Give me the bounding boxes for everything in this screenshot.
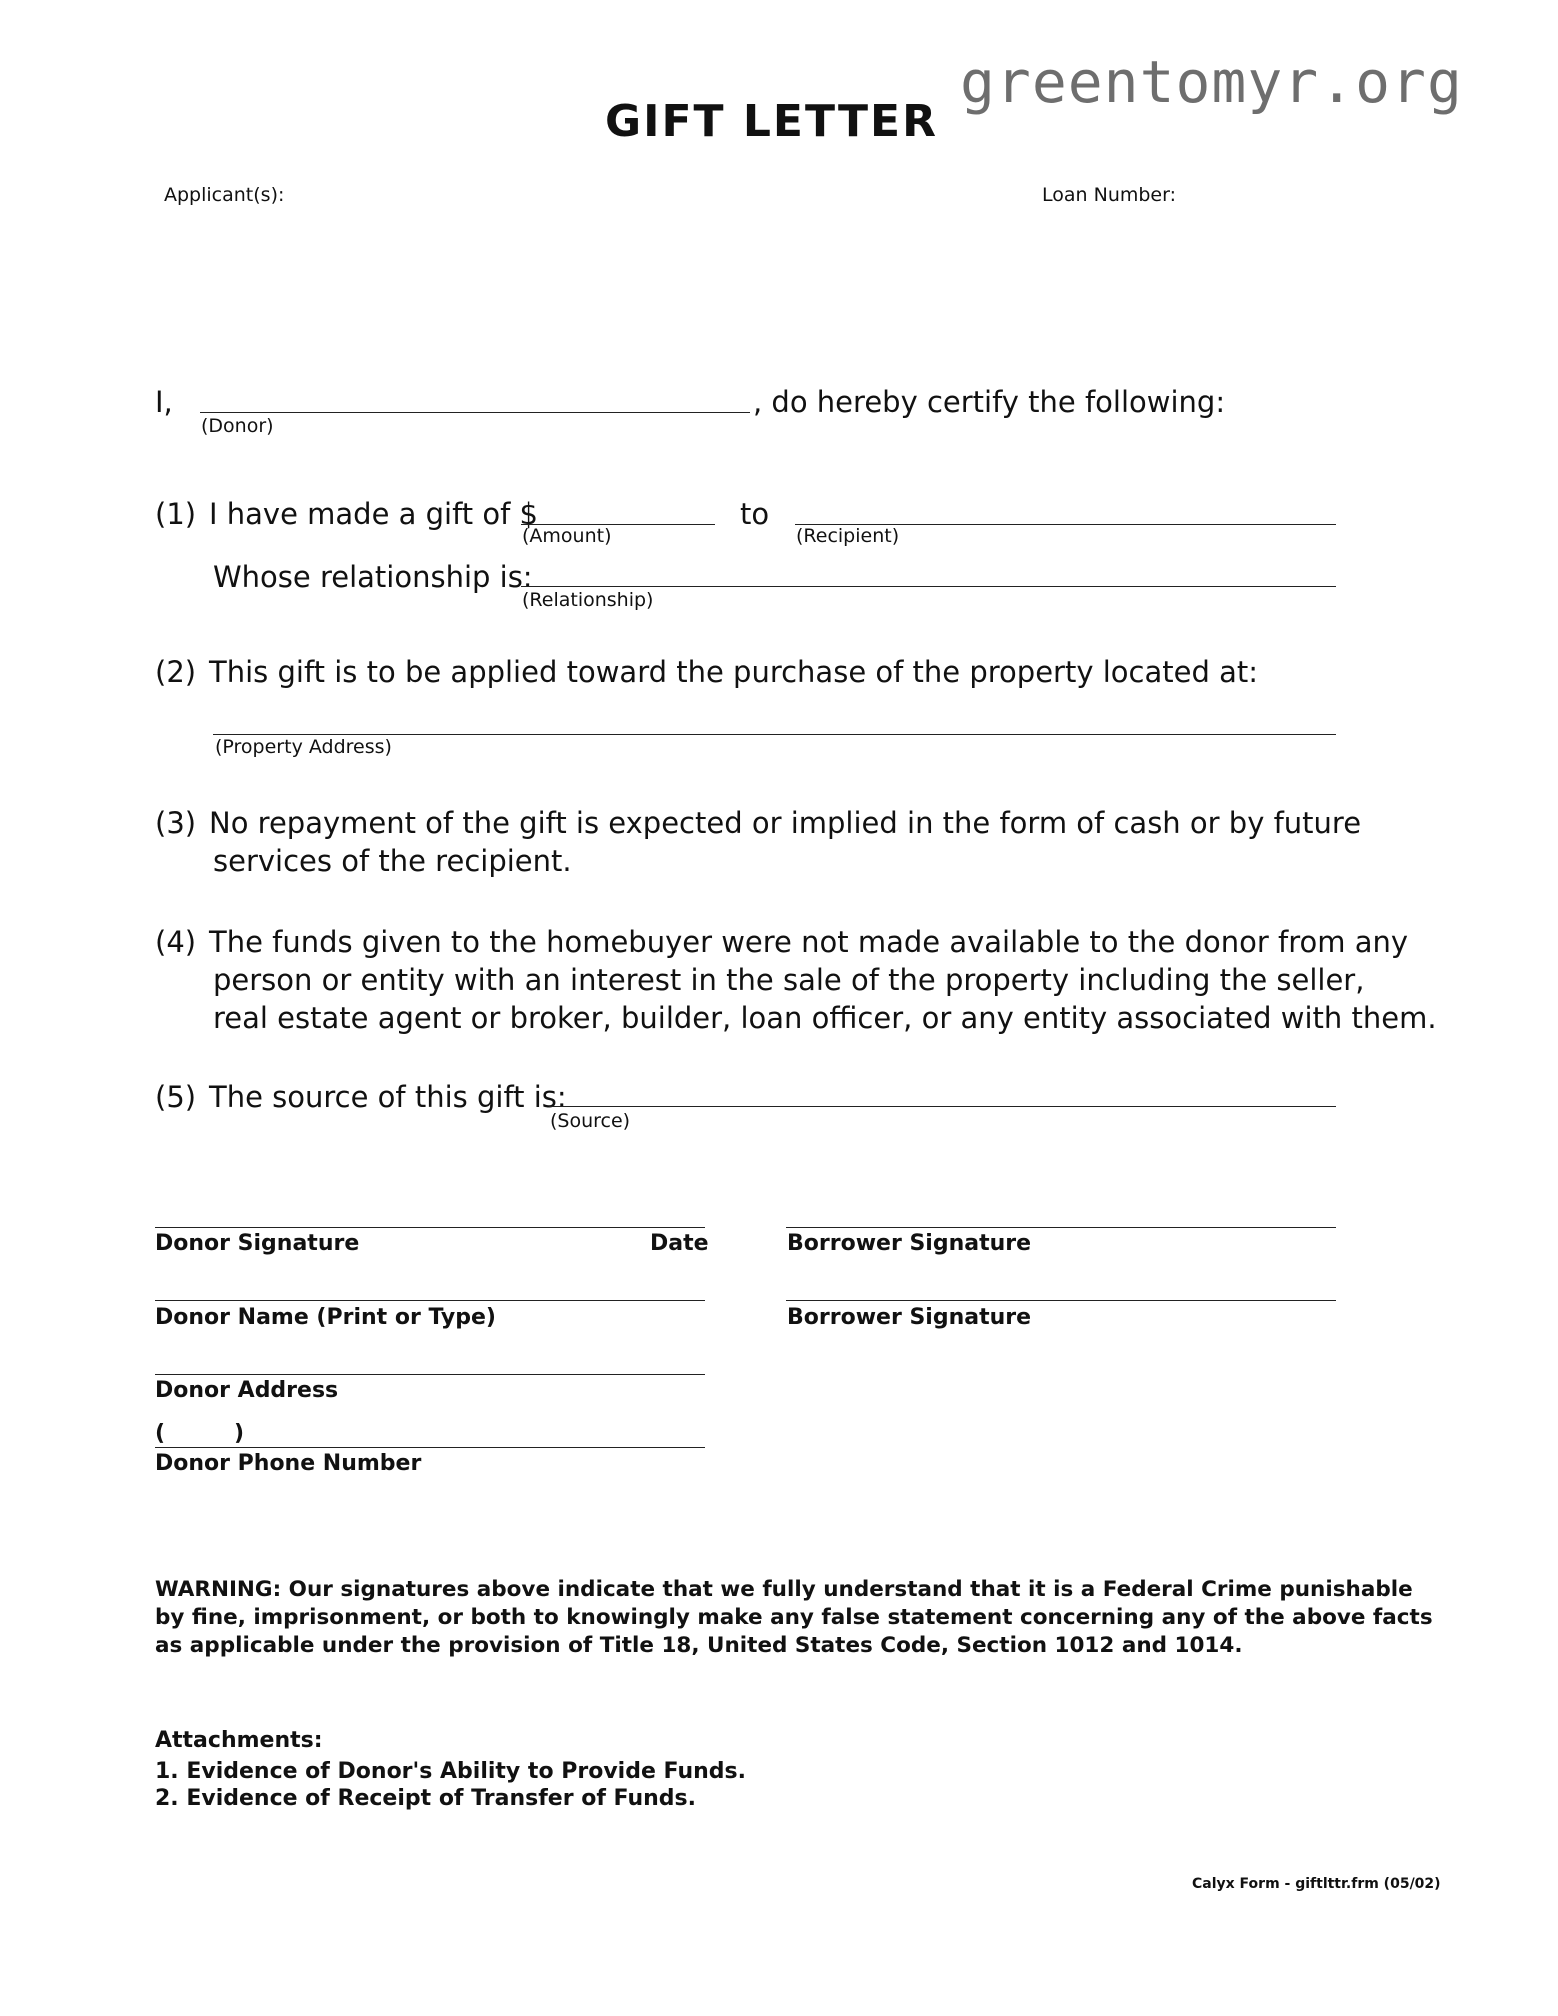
relationship-caption: (Relationship) [522, 589, 654, 611]
item5-text: The source of this gift is: [209, 1080, 567, 1114]
attachment-item: 2. Evidence of Receipt of Transfer of Funds. [155, 1786, 697, 1811]
form-footer: Calyx Form - giftlttr.frm (05/02) [1192, 1876, 1441, 1892]
relationship-field[interactable] [521, 586, 1336, 587]
item2-text: This gift is to be applied toward the purchase of the property located at: [209, 655, 1258, 689]
warning-line-3: as applicable under the provision of Title 18, United States Code, Section 1012 and 1014. [155, 1633, 1243, 1658]
property-address-field[interactable] [213, 734, 1336, 735]
item4-line2: person or entity with an interest in the sale of the property including the seller, [213, 963, 1365, 997]
warning-text [155, 1576, 1433, 1660]
phone-open-paren: ( [155, 1421, 166, 1446]
item1-number: (1) [155, 497, 197, 531]
loan-number-label: Loan Number: [1042, 184, 1176, 206]
warning-line-1: WARNING: Our signatures above indicate that we fully understand that it is a Federal Crime punishable [155, 1577, 1413, 1602]
source-caption: (Source) [550, 1110, 631, 1132]
certify-prefix: I, [155, 385, 173, 419]
borrower-signature-line-1[interactable] [786, 1227, 1336, 1228]
item5-number: (5) [155, 1080, 197, 1114]
donor-address-line[interactable] [155, 1374, 705, 1375]
donor-phone-line[interactable] [155, 1447, 705, 1448]
borrower-signature-label-2: Borrower Signature [787, 1305, 1032, 1330]
donor-signature-line[interactable] [155, 1227, 705, 1228]
source-field[interactable] [549, 1106, 1336, 1107]
item3-line1: No repayment of the gift is expected or implied in the form of cash or by future [209, 806, 1362, 840]
donor-signature-label: Donor Signature [155, 1231, 360, 1256]
page-title: GIFT LETTER [605, 96, 938, 147]
item1-text: I have made a gift of $ [209, 497, 538, 531]
relationship-text: Whose relationship is: [213, 560, 533, 594]
applicants-label: Applicant(s): [164, 184, 285, 206]
borrower-signature-label-1: Borrower Signature [787, 1231, 1032, 1256]
recipient-caption: (Recipient) [796, 525, 900, 547]
donor-name-field[interactable] [200, 412, 750, 413]
address-caption: (Property Address) [215, 736, 392, 758]
amount-caption: (Amount) [522, 525, 612, 547]
attachments-heading: Attachments: [155, 1728, 323, 1753]
item4-line1: The funds given to the homebuyer were not made available to the donor from any [209, 925, 1409, 959]
item1-to: to [740, 497, 770, 531]
donor-name-line[interactable] [155, 1300, 705, 1301]
certify-suffix: , do hereby certify the following: [753, 385, 1226, 419]
item3-line2: services of the recipient. [213, 844, 572, 878]
borrower-signature-line-2[interactable] [786, 1300, 1336, 1301]
date-label: Date [650, 1231, 709, 1256]
phone-close-paren: ) [234, 1421, 245, 1446]
donor-phone-label: Donor Phone Number [155, 1451, 422, 1476]
watermark: greentomyr.org [960, 48, 1463, 116]
item2-number: (2) [155, 655, 197, 689]
donor-caption: (Donor) [201, 415, 274, 437]
attachment-item: 1. Evidence of Donor's Ability to Provide Funds. [155, 1759, 746, 1784]
item3-number: (3) [155, 806, 197, 840]
item4-line3: real estate agent or broker, builder, loan officer, or any entity associated with them. [213, 1001, 1437, 1035]
donor-name-label: Donor Name (Print or Type) [155, 1305, 496, 1330]
donor-address-label: Donor Address [155, 1378, 339, 1403]
item4-number: (4) [155, 925, 197, 959]
warning-line-2: by fine, imprisonment, or both to knowingly make any false statement concerning any of the above facts [155, 1605, 1433, 1630]
